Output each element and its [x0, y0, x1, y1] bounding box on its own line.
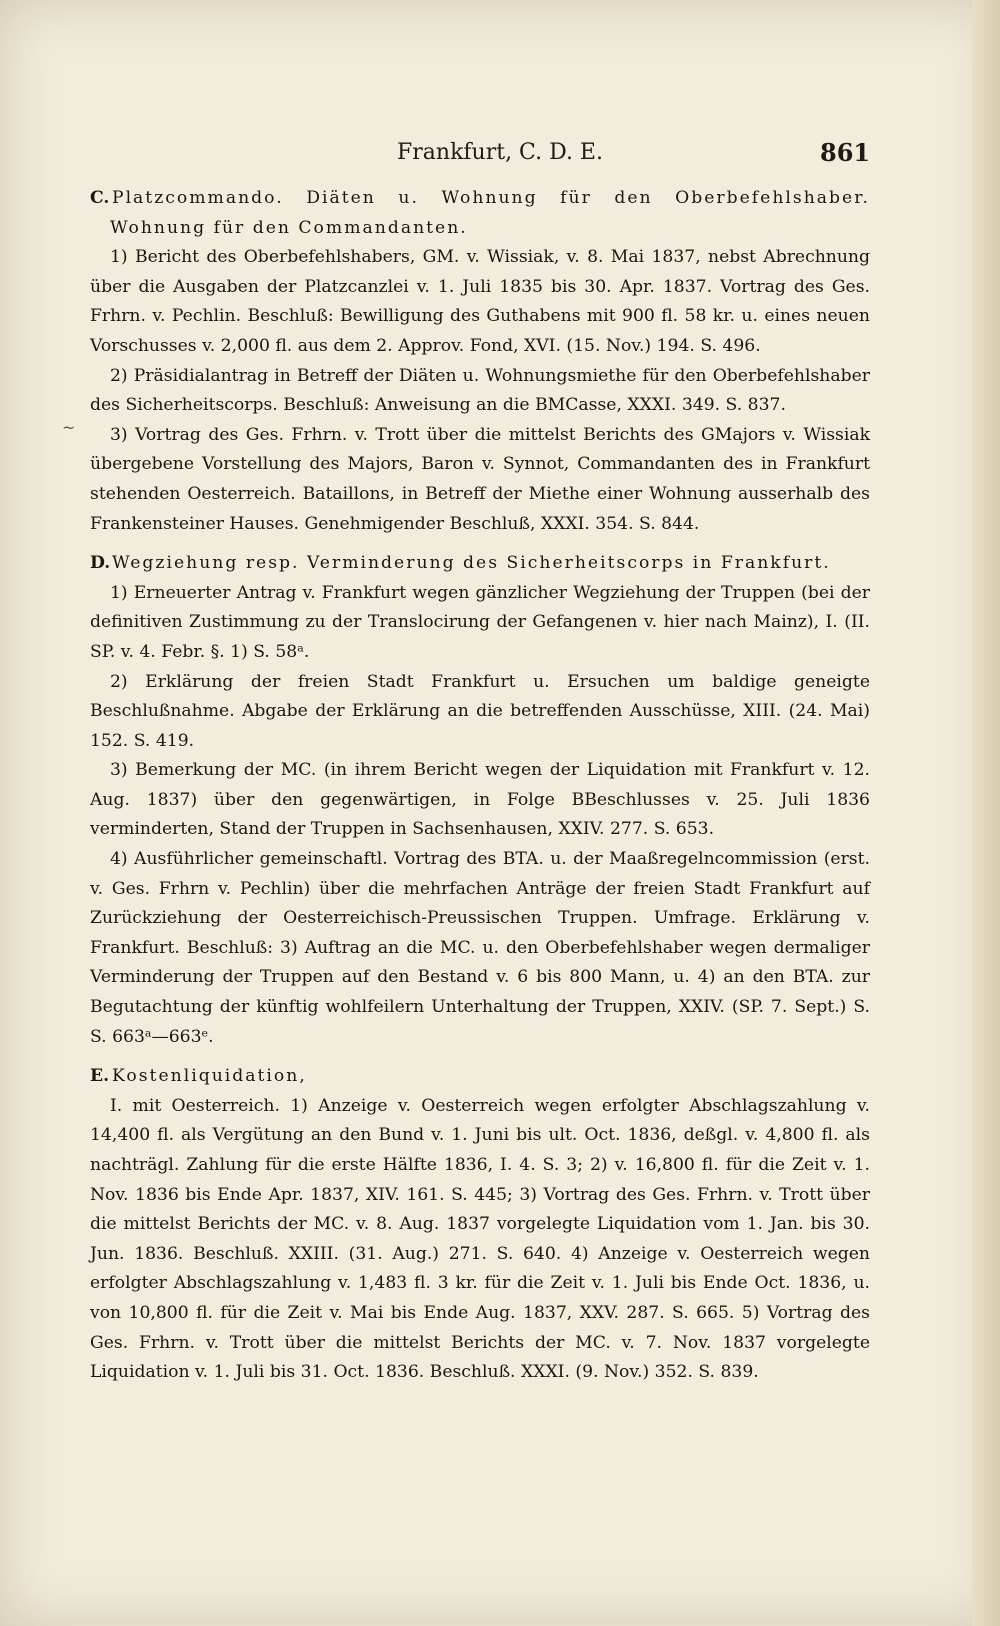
section-c-heading [90, 184, 870, 243]
section-letter: D. [90, 553, 111, 574]
entry-paragraph: 4) Ausführlicher gemeinschaftl. Vortrag des BTA. u. der Maaßregelncommission (erst. v. Ges. Frhrn v. Pechlin) über die mehrfachen Anträge der freien Stadt Frankfurt auf Zurückziehung der Oesterreichisch-Preussischen Truppen. Umfrage. Erklärung v. Frankfurt. Beschluß: 3) Auftrag an die MC. u. den Oberbefehlshaber wegen dermaliger Verminderung der Truppen auf den Bestand v. 6 bis 800 Mann, u. 4) an den BTA. zur Begutachtung der künftig wohlfeilern Unterhaltung der Truppen, XXIV. (SP. 7. Sept.) S. S. 663ᵃ—663ᵉ. [90, 849, 870, 1047]
section-title: Kostenliquidation, [112, 1066, 307, 1087]
entry-paragraph: 1) Bericht des Oberbefehlshabers, GM. v. Wissiak, v. 8. Mai 1837, nebst Abrechnung über die Ausgaben der Platzcanzlei v. 1. Juli 1835 bis 30. Apr. 1837. Vortrag des Ges. Frhrn. v. Pechlin. Beschluß: Bewilligung des Guthabens mit 900 fl. 58 kr. u. eines neuen Vorschusses v. 2,000 fl. aus dem 2. Approv. Fond, XVI. (15. Nov.) 194. S. 496. [90, 247, 870, 356]
entry-paragraph: I. mit Oesterreich. 1) Anzeige v. Oesterreich wegen erfolgter Abschlagszahlung v. 14,400 fl. als Vergütung an den Bund v. 1. Juni bis ult. Oct. 1836, deßgl. v. 4,800 fl. als nachträgl. Zahlung für die erste Hälfte 1836, I. 4. S. 3; 2) v. 16,800 fl. für die Zeit v. 1. Nov. 1836 bis Ende Apr. 1837, XIV. 161. S. 445; 3) Vortrag des Ges. Frhrn. v. Trott über die mittelst Berichts der MC. v. 8. Aug. 1837 vorgelegte Liquidation vom 1. Jan. bis 30. Jun. 1836. Beschluß. XXIII. (31. Aug.) 271. S. 640. 4) Anzeige v. Oesterreich wegen erfolgter Abschlagszahlung v. 1,483 fl. 3 kr. für die Zeit v. 1. Juli bis Ende Oct. 1836, u. von 10,800 fl. für die Zeit v. Mai bis Ende Aug. 1837, XXV. 287. S. 665. 5) Vortrag des Ges. Frhrn. v. Trott über die mittelst Berichts der MC. v. 7. Nov. 1837 vorgelegte Liquidation v. 1. Juli bis 31. Oct. 1836. Beschluß. XXXI. (9. Nov.) 352. S. 839. [90, 1095, 870, 1383]
running-head: Frankfurt, C. D. E. [397, 140, 603, 165]
entry-paragraph: 1) Erneuerter Antrag v. Frankfurt wegen gänzlicher Wegziehung der Truppen (bei der definitiven Zustimmung zu der Translocirung der Gefangenen v. hier nach Mainz), I. (II. SP. v. 4. Febr. §. 1) S. 58ᵃ. [90, 582, 870, 662]
section-d-heading [90, 549, 870, 579]
section-e-heading [90, 1062, 870, 1092]
page-edge [972, 0, 1000, 1626]
page-body [90, 184, 870, 1388]
margin-mark: ~ [62, 418, 76, 437]
section-letter: E. [90, 1066, 110, 1087]
entry-paragraph: 3) Vortrag des Ges. Frhrn. v. Trott über die mittelst Berichts des GMajors v. Wissiak übergebene Vorstellung des Majors, Baron v. Synnot, Commandanten des in Frankfurt stehenden Oesterreich. Bataillons, in Betreff der Miethe einer Wohnung ausserhalb des Frankensteiner Hauses. Genehmigender Beschluß, XXXI. 354. S. 844. [90, 424, 870, 534]
page-number: 861 [820, 138, 871, 167]
section-title: Platzcommando. Diäten u. Wohnung für den Oberbefehlshaber. Wohnung für den Commandanten. [110, 188, 870, 238]
entry-paragraph: 3) Bemerkung der MC. (in ihrem Bericht wegen der Liquidation mit Frankfurt v. 12. Aug. 1837) über den gegenwärtigen, in Folge BBeschlusses v. 25. Juli 1836 verminderten, Stand der Truppen in Sachsenhausen, XXIV. 277. S. 653. [90, 760, 870, 840]
section-title: Wegziehung resp. Verminderung des Sicherheitscorps in Frankfurt. [112, 553, 831, 574]
entry-paragraph: 2) Präsidialantrag in Betreff der Diäten u. Wohnungsmiethe für den Oberbefehlshaber des Sicherheitscorps. Beschluß: Anweisung an die BMCasse, XXXI. 349. S. 837. [90, 365, 870, 416]
entry-paragraph: 2) Erklärung der freien Stadt Frankfurt u. Ersuchen um baldige geneigte Beschlußnahme. Abgabe der Erklärung an die betreffenden Ausschüsse, XIII. (24. Mai) 152. S. 419. [90, 671, 870, 751]
section-letter: C. [90, 188, 110, 208]
